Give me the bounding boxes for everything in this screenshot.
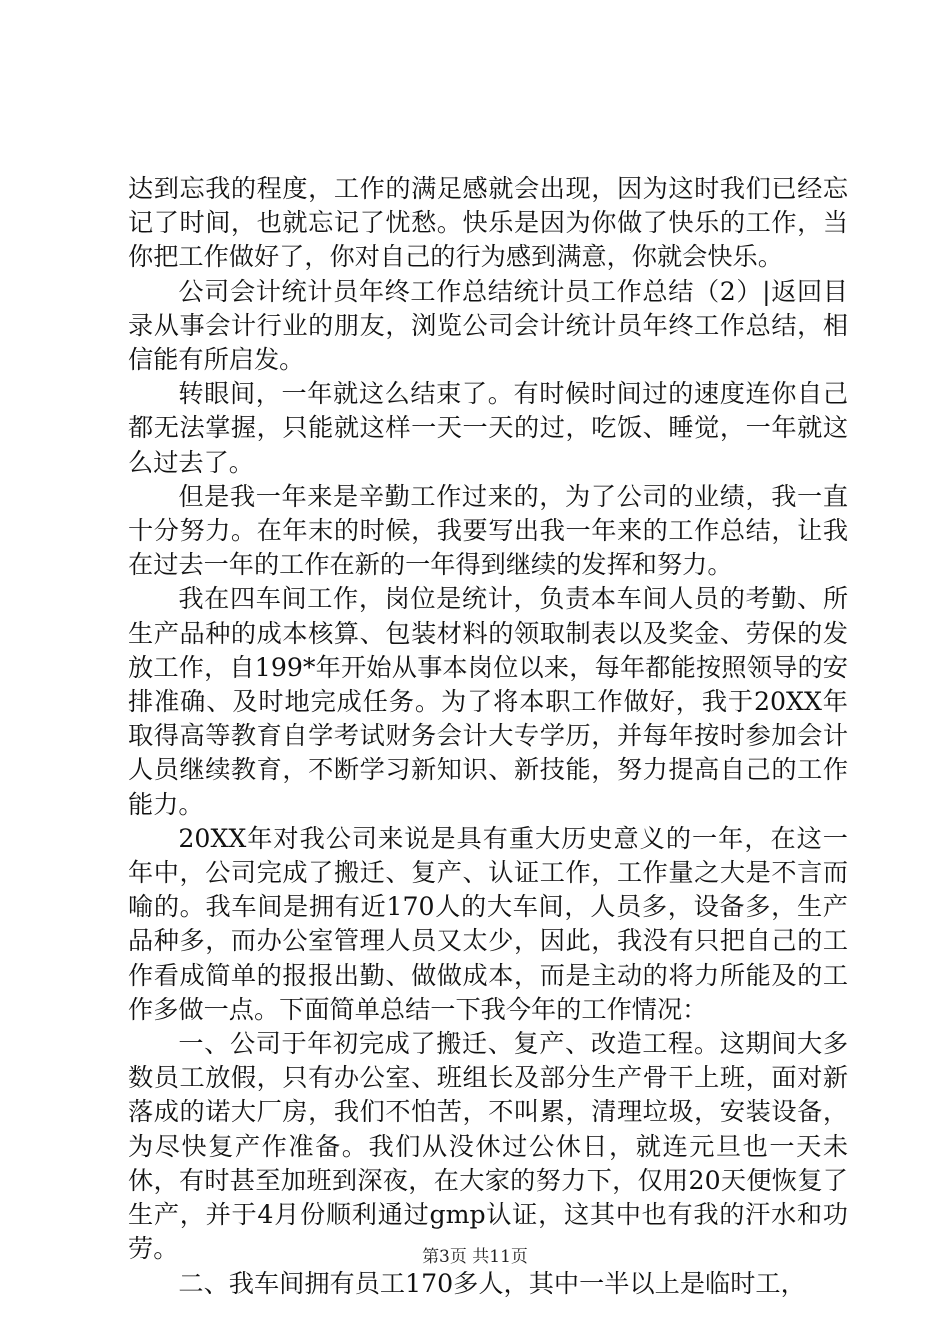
document-body (128, 172, 848, 1301)
page-number-footer: 第3页 共11页 (422, 1247, 528, 1267)
paragraph-7: 一、公司于年初完成了搬迁、复产、改造工程。这期间大多数员工放假，只有办公室、班组长及部分生产骨干上班，面对新落成的诺大厂房，我们不怕苦，不叫累，清理垃圾，安装设备，为尽快复产作准备。我们从没休过公休日，就连元旦也一天未休，有时甚至加班到深夜，在大家的努力下，仅用20天便恢复了生产，并于4月份顺利通过gmp认证，这其中也有我的汗水和功劳。 (128, 1029, 848, 1264)
paragraph-8: 二、我车间拥有员工170多人，其中一半以上是临时工， (178, 1268, 806, 1298)
paragraph-6: 20XX年对我公司来说是具有重大历史意义的一年，在这一年中，公司完成了搬迁、复产、认证工作，工作量之大是不言而喻的。我车间是拥有近170人的大车间，人员多，设备多，生产品种多，而办公室管理人员又太少，因此，我没有只把自己的工作看成简单的报报出勤、做做成本，而是主动的将力所能及的工作多做一点。下面简单总结一下我今年的工作情况： (128, 823, 848, 1024)
paragraph-3: 转眼间，一年就这么结束了。有时候时间过的速度连你自己都无法掌握，只能就这样一天一天的过，吃饭、睡觉，一年就这么过去了。 (128, 379, 848, 477)
paragraph-5: 我在四车间工作，岗位是统计，负责本车间人员的考勤、所生产品种的成本核算、包装材料的领取制表以及奖金、劳保的发放工作，自199*年开始从事本岗位以来，每年都能按照领导的安排准确、及时地完成任务。为了将本职工作做好，我于20XX年取得高等教育自学考试财务会计大专学历，并每年按时参加会计人员继续教育，不断学习新知识、新技能，努力提高自己的工作能力。 (128, 584, 848, 819)
paragraph-2: 公司会计统计员年终工作总结统计员工作总结（2）|返回目录从事会计行业的朋友，浏览公司会计统计员年终工作总结，相信能有所启发。 (128, 276, 848, 375)
paragraph-4: 但是我一年来是辛勤工作过来的，为了公司的业绩，我一直十分努力。在年末的时候，我要写出我一年来的工作总结，让我在过去一年的工作在新的一年得到继续的发挥和努力。 (128, 481, 848, 580)
paragraph-1: 达到忘我的程度，工作的满足感就会出现，因为这时我们已经忘记了时间，也就忘记了忧愁。快乐是因为你做了快乐的工作，当你把工作做好了，你对自己的行为感到满意，你就会快乐。 (128, 174, 848, 272)
